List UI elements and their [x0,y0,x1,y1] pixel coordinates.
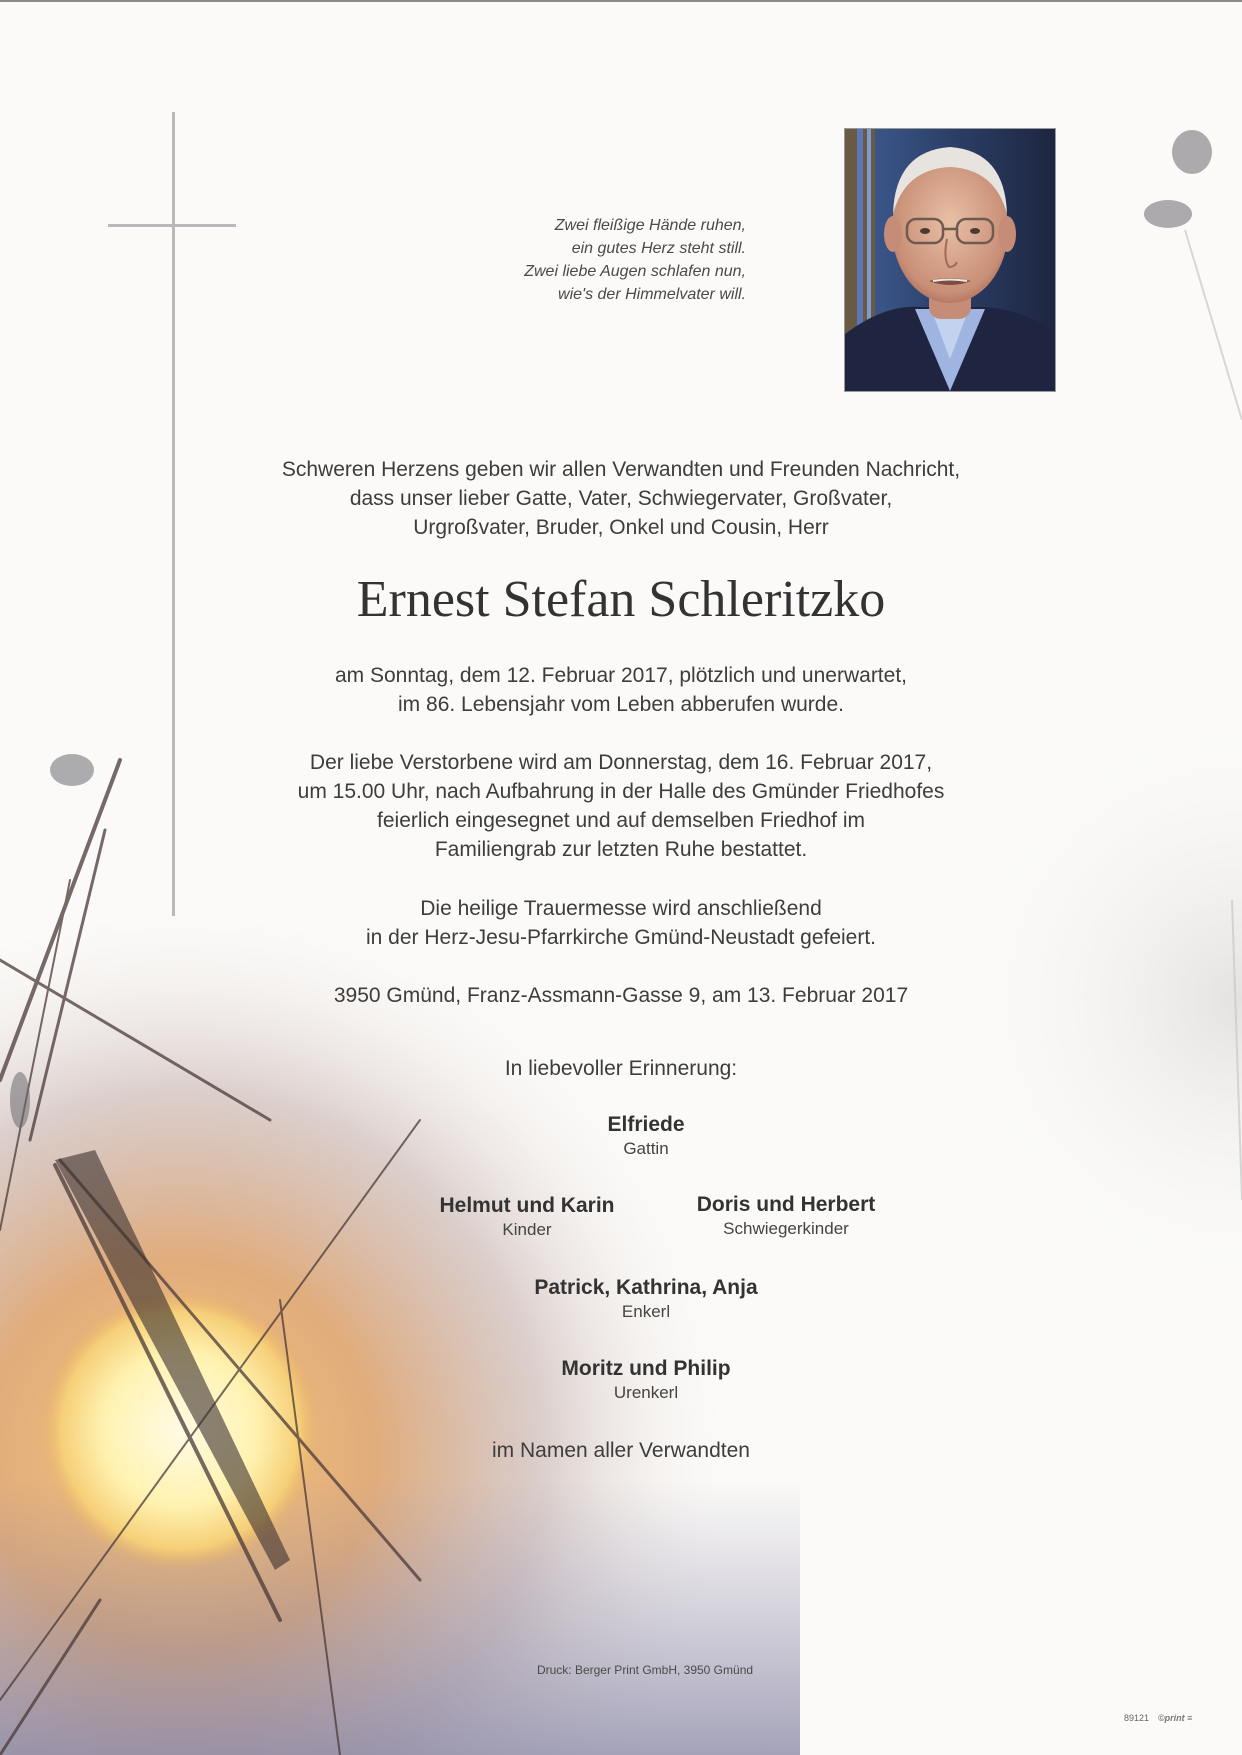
remembrance-line: In liebevoller Erinnerung: [504,1057,738,1080]
intro-line: Schweren Herzens geben wir allen Verwandten und Freunden Nachricht, [281,458,961,481]
mass-line: in der Herz-Jesu-Pfarrkirche Gmünd-Neustadt gefeiert. [365,926,877,949]
intro-line: Urgroßvater, Bruder, Onkel und Cousin, Herr [413,516,829,539]
family-children-in-law [661,1192,911,1240]
funeral-line: Der liebe Verstorbene wird am Donnerstag, dem 16. Februar 2017, [309,751,933,774]
cross-horizontal-bar [108,224,236,227]
family-names: Moritz und Philip [561,1357,731,1380]
family-names: Elfriede [607,1113,685,1136]
closing-line [0,1436,1242,1465]
family-names: Patrick, Kathrina, Anja [534,1276,758,1299]
family-role: Gattin [623,1139,669,1158]
family-role: Kinder [502,1220,552,1239]
poem-line: Zwei liebe Augen schlafen nun, [524,263,746,280]
poem-line: ein gutes Herz steht still. [571,240,746,257]
funeral-details [0,748,1242,864]
poem-line: Zwei fleißige Hände ruhen, [554,217,746,234]
death-line: im 86. Lebensjahr vom Leben abberufen wurde. [398,693,844,716]
funeral-line: Familiengrab zur letzten Ruhe bestattet. [434,838,808,861]
family-grandchildren [496,1275,796,1323]
print-code: 89121 [1124,1713,1150,1723]
death-notice [0,661,1242,719]
closing-text: im Namen aller Verwandten [492,1439,750,1462]
place-and-date [0,981,1242,1010]
family-great-grandchildren [496,1356,796,1404]
printer-logo-icon: ©print ≡ [1158,1713,1193,1723]
family-names: Doris und Herbert [696,1193,876,1216]
family-role: Urenkerl [613,1383,679,1402]
funeral-line: feierlich eingesegnet und auf demselben Friedhof im [377,809,865,832]
mass-line: Die heilige Trauermesse wird anschließend [420,897,822,920]
family-role: Schwiegerkinder [723,1219,849,1238]
intro-line: dass unser lieber Gatte, Vater, Schwiegervater, Großvater, [349,487,893,510]
mass-details [0,894,1242,952]
announcement-intro [0,455,1242,542]
deceased-name: Ernest Stefan Schleritzko [356,571,886,628]
memorial-poem [524,214,746,306]
portrait-photo [844,128,1056,392]
family-children [402,1193,652,1241]
death-line: am Sonntag, dem 12. Februar 2017, plötzlich und unerwartet, [334,664,907,687]
family-role: Enkerl [621,1302,671,1321]
family-names: Helmut und Karin [439,1194,615,1217]
place-date-line: 3950 Gmünd, Franz-Assmann-Gasse 9, am 13. Februar 2017 [333,984,909,1007]
family-spouse [521,1112,771,1160]
funeral-line: um 15.00 Uhr, nach Aufbahrung in der Halle des Gmünder Friedhofes [297,780,945,803]
printer-credit: Druck: Berger Print GmbH, 3950 Gmünd [536,1663,754,1677]
remembrance-heading [0,1054,1242,1083]
poem-line: wie's der Himmelvater will. [558,286,746,303]
